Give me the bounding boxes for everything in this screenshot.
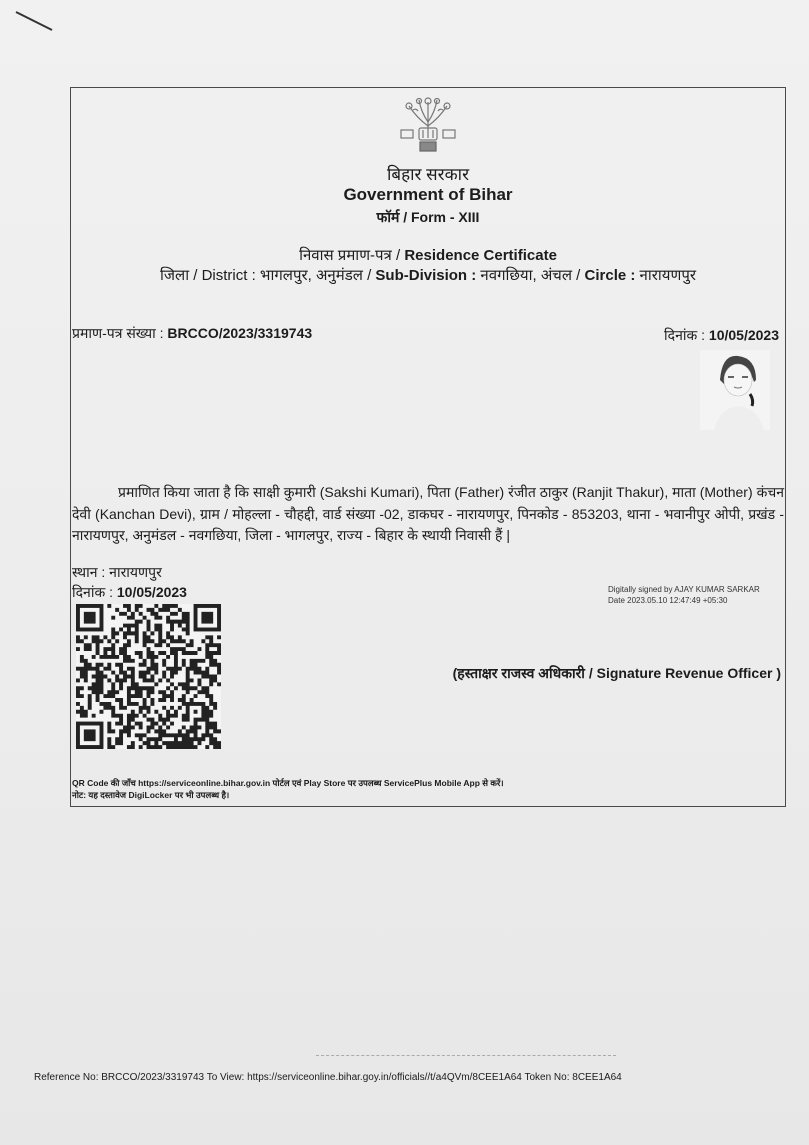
digital-signature-signer: Digitally signed by AJAY KUMAR SARKAR <box>608 585 760 594</box>
certificate-title <box>70 245 786 265</box>
district-label: जिला / District : <box>160 267 260 284</box>
pen-mark-icon <box>14 8 56 34</box>
signature-english: Signature Revenue Officer ) <box>596 665 781 681</box>
certificate-title-english: Residence Certificate <box>404 247 557 264</box>
digital-signature-date: Date 2023.05.10 12:47:49 +05:30 <box>608 596 728 605</box>
digilocker-note: नोट: यह दस्तावेज DigiLocker पर भी उपलब्ध है। <box>72 790 230 800</box>
certificate-number-label: प्रमाण-पत्र संख्या : <box>72 325 168 341</box>
certificate-date <box>664 326 779 345</box>
circle-label: Circle : <box>584 267 640 284</box>
certificate-body: प्रमाणित किया जाता है कि साक्षी कुमारी (Sakshi Kumari), पिता (Father) रंजीत ठाकुर (Ranjit Thakur), माता (Mother) कंचन देवी (Kanchan Devi), ग्राम / मोहल्ला - चौहद्दी, वार्ड संख्या -02, डाकघर - नारायणपुर, पिनकोड - 853203, थाना - भवानीपुर ओपी, प्रखंड - नारायणपुर, अनुमंडल - नवगछिया, जिला - भागलपुर, राज्य - बिहार के स्थायी निवासी हैं | <box>72 484 784 543</box>
bihar-emblem-icon <box>397 96 459 156</box>
qr-verification-note: QR Code की जाँच https://serviceonline.bihar.gov.in पोर्टल एवं Play Store पर उपलब्ध ServicePlus Mobile App से करें। <box>72 778 504 788</box>
issue-date-value: 10/05/2023 <box>116 584 187 600</box>
certificate-date-label: दिनांक : <box>664 327 709 343</box>
government-title-hindi: बिहार सरकार <box>386 165 470 184</box>
applicant-photo <box>700 350 770 430</box>
issue-date-label: दिनांक : <box>72 584 117 600</box>
divider <box>316 1055 616 1056</box>
district-line <box>70 265 786 285</box>
signature-hindi: (हस्ताक्षर राजस्व अधिकारी / <box>452 665 597 681</box>
certificate-number-value: BRCCO/2023/3319743 <box>167 325 313 341</box>
reference-footer: Reference No: BRCCO/2023/3319743 To View: https://serviceonline.bihar.goy.in/officials//t/a4QVm/8CEE1A64 Token No: 8CEE1A64 <box>34 1072 622 1083</box>
subdivision-value: नवगछिया, अंचल / <box>480 267 585 284</box>
digital-signature <box>608 584 760 606</box>
certificate-number <box>72 324 312 343</box>
district-value: भागलपुर, अनुमंडल / <box>259 267 376 284</box>
issue-place: स्थान : नारायणपुर <box>72 564 162 580</box>
certificate-date-value: 10/05/2023 <box>708 327 779 343</box>
government-title: Government of Bihar <box>343 185 513 204</box>
qr-code <box>76 604 221 749</box>
certificate-title-hindi: निवास प्रमाण-पत्र / <box>299 247 405 264</box>
issue-date <box>72 583 187 602</box>
circle-value: नारायणपुर <box>639 267 696 284</box>
subdivision-label: Sub-Division : <box>375 267 481 284</box>
signature-revenue-officer <box>453 664 781 683</box>
form-number: फॉर्म / Form - XIII <box>376 209 480 225</box>
